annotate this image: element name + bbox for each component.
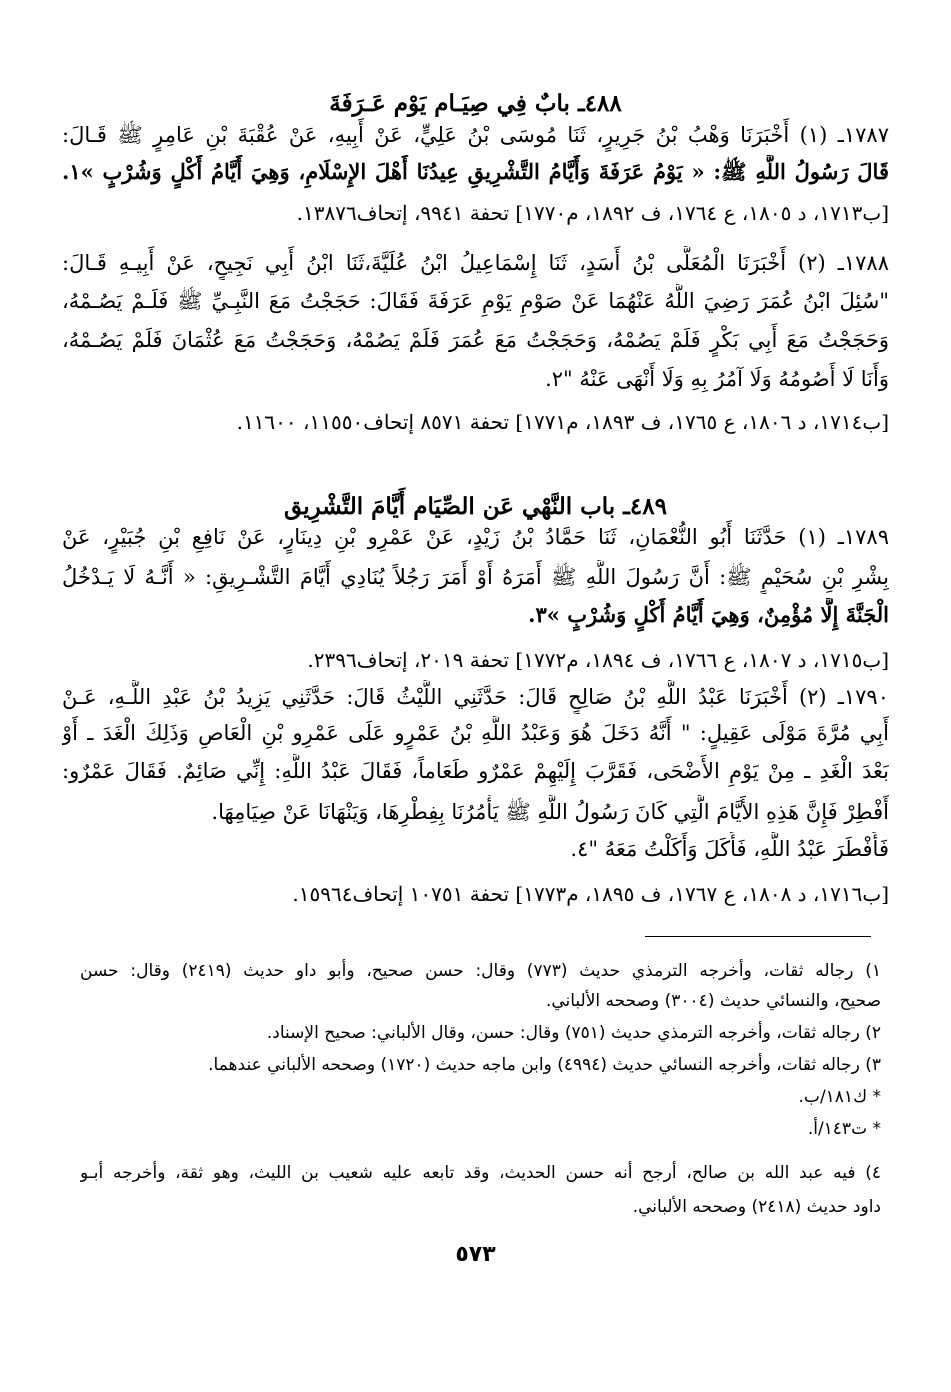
footnote-1-line-1: ١) رجاله ثقات، وأخرجه الترمذي حديث (٧٧٣) وقال: حسن صحيح، وأبو داو حديث (٢٤١٩) وقال: حسن — [80, 961, 881, 981]
hadith-1790-reference: [ب١٧١٦، د ١٨٠٨، ع ١٧٦٧، ف ١٨٩٥، م١٧٧٣] تحفة ١٠٧٥١ إتحاف١٥٩٦٤. — [292, 882, 889, 906]
hadith-1787-reference: [ب١٧١٣، د ١٨٠٥، ع ١٧٦٤، ف ١٨٩٢، م١٧٧٠] تحفة ٩٩٤١، إتحاف١٣٨٧٦. — [296, 201, 889, 225]
page-number: ٥٧٣ — [455, 1242, 496, 1267]
hadith-1788-line-2: "سُئِلَ ابْنُ عُمَرَ رَضِيَ اللَّهُ عَنْهُمَا عَنْ صَوْمِ يَوْمِ عَرَفَةَ فَقَالَ: حَجَجْتُ مَعَ النَّبِـيِّ ﷺ فَلَـمْ يَصُـمْهُ، — [62, 289, 889, 313]
hadith-1790-line-2: أَبِي مُرَّةَ مَوْلَى عَقِيلٍ: " أَنَّهُ دَخَلَ هُوَ وَعَبْدُ اللَّهِ بْنُ عَمْرٍو عَلَى عَمْرِو بْنِ الْعَاصِ وَذَلِكَ الْغَدَ ـ أَوْ — [62, 721, 889, 745]
hadith-1790-line-4: أَفْطِرْ فَإِنَّ هَذِهِ الأَيَّامَ الَّتِي كَانَ رَسُولُ اللَّهِ ﷺ يَأْمُرُنَا بِفِطْرِهَا، وَيَنْهَانَا عَنْ صِيَامِهَا. — [211, 800, 889, 824]
hadith-1790-line-3: بَعْدَ الْغَدِ ـ مِنْ يَوْمِ الأَضْحَى، فَقَرَّبَ إِلَيْهِمْ عَمْرٌو طَعَاماً، فَقَالَ عَبْدُ اللَّهِ: إِنِّي صَائِمٌ. فَقَالَ عَمْرٌو: — [62, 759, 889, 783]
footnote-separator — [645, 936, 871, 937]
hadith-1789-line-1: ١٧٨٩ـ (١) حَدَّثَنَا أَبُو النُّعْمَانِ، ثَنَا حَمَّادُ بْنُ زَيْدٍ، عَنْ عَمْرِو بْنِ دِينَارٍ، عَنْ نَافِعِ بْنِ جُبَيْرٍ، عَنْ — [62, 525, 889, 549]
hadith-1789-reference: [ب١٧١٥، د ١٨٠٧، ع ١٧٦٦، ف ١٨٩٤، م١٧٧٢] تحفة ٢٠١٩، إتحاف٢٣٩٦. — [307, 648, 889, 672]
chapter-heading-489: ٤٨٩ـ باب النَّهْي عَن الصِّيَام أَيَّامَ التَّشْرِيق — [284, 493, 667, 520]
hadith-1789-line-3: الْجَنَّةَ إِلَّا مُؤْمِنٌ، وَهِيَ أَيَّامُ أَكْلٍ وَشُرْبٍ »٣. — [528, 602, 889, 627]
hadith-1790-line-1: ١٧٩٠ـ (٢) أَخْبَرَنَا عَبْدُ اللَّهِ بْنُ صَالِحٍ قَالَ: حَدَّثَنِي اللَّيْثُ قَالَ: حَدَّثَنِي يَزِيدُ بْنُ عَبْدِ اللَّـهِ، عَـنْ — [62, 685, 889, 709]
hadith-1788-line-4: وَأَنَا لَا أَصُومُهُ وَلَا آمُرُ بِهِ وَلَا أَنْهَى عَنْهُ "٢. — [545, 367, 889, 391]
footnote-1-line-2: صحيح، والنسائي حديث (٣٠٠٤) وصححه الألباني. — [545, 991, 881, 1011]
hadith-1790-line-5: فَأَفْطَرَ عَبْدُ اللَّهِ، فَأَكَلَ وَأَكَلْتُ مَعَهُ "٤. — [570, 837, 889, 861]
hadith-1788-line-3: وَحَجَجْتُ مَعَ أَبِي بَكْرٍ فَلَمْ يَصُمْهُ، وَحَجَجْتُ مَعَ عُمَرَ فَلَمْ يَصُمْهُ، وَحَجَجْتُ مَعَ عُثْمَانَ فَلَمْ يَصُـمْهُ، — [62, 328, 889, 352]
footnote-3: ٣) رجاله ثقات، وأخرجه النسائي حديث (٤٩٩٤) وابن ماجه حديث (١٧٢٠) وصححه الألباني عندهما. — [208, 1055, 881, 1075]
hadith-1788-line-1: ١٧٨٨ـ (٢) أَخْبَرَنَا الْمُعَلَّى بْنُ أَسَدٍ، ثَنَا إِسْمَاعِيلُ ابْنُ عُلَيَّةَ،ثَنَا ابْنُ أَبِي نَجِيحٍ، عَنْ أَبِيـهِ قَـالَ: — [62, 251, 889, 275]
chapter-heading-488: ٤٨٨ـ بابٌ فِي صِيَـام يَوْم عَـرَفَةَ — [329, 90, 622, 117]
hadith-1789-line-2: بِشْرِ بْنِ سُحَيْمٍ ﷺ: أَنَّ رَسُولَ اللَّهِ ﷺ أَمَرَهُ أَوْ أَمَرَ رَجُلاً يُنَادِي أَيَّامَ التَّشْـرِيقِ: « أَنَّـهُ لَا يَـدْخُلُ — [62, 565, 889, 589]
hadith-1787-line-2: قَالَ رَسُولُ اللَّهِ ﷺ: « يَوْمُ عَرَفَةَ وَأَيَّامُ التَّشْرِيقِ عِيدُنَا أَهْلَ الإِسْلَامِ، وَهِيَ أَيَّامُ أَكْلٍ وَشُرْبٍ »١. — [62, 159, 889, 184]
footnote-4-line-2: داود حديث (٢٤١٨) وصححه الألباني. — [632, 1197, 881, 1217]
footnote-2: ٢) رجاله ثقات، وأخرجه الترمذي حديث (٧٥١) وقال: حسن، وقال الألباني: صحيح الإسناد. — [266, 1023, 881, 1043]
manuscript-marker-1: * ك١٨١/ب. — [798, 1087, 881, 1107]
manuscript-marker-2: * ت١٤٣/أ. — [807, 1119, 881, 1139]
hadith-1788-reference: [ب١٧١٤، د ١٨٠٦، ع ١٧٦٥، ف ١٨٩٣، م١٧٧١] تحفة ٨٥٧١ إتحاف١١٥٥٠، ١١٦٠٠. — [236, 410, 889, 434]
hadith-1787-line-1: ١٧٨٧ـ (١) أَخْبَرَنَا وَهْبُ بْنُ جَرِيرٍ، ثَنَا مُوسَى بْنُ عَلِيٍّ، عَنْ أَبِيهِ، عَنْ عُقْبَةَ بْنِ عَامِرٍ ﷺ قَـالَ: — [62, 123, 889, 147]
footnote-4-line-1: ٤) فيه عبد الله بن صالح، أرجح أنه حسن الحديث، وقد تابعه عليه شعيب بن الليث، وهو ثقة، وأخرجه أبـو — [80, 1163, 881, 1183]
